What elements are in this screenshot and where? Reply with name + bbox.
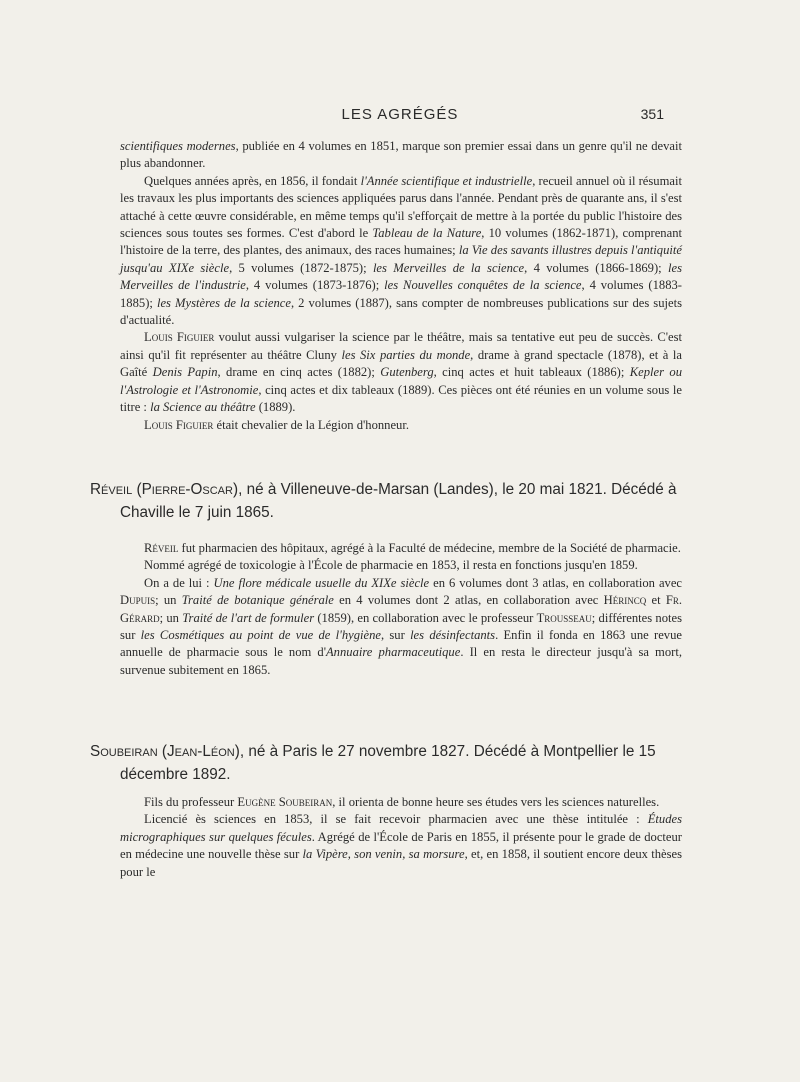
heading-text: ( (157, 743, 168, 760)
heading-text: ), né à Villeneuve-de-Marsan (Landes), le 20 mai 1821. Décédé à Chaville le 7 juin 1865. (120, 481, 677, 521)
work-title: les Mystères de la science (156, 295, 291, 310)
person-name: Réveil (144, 541, 179, 555)
heading-text: ( (132, 481, 142, 498)
soubeiran-section (120, 794, 682, 881)
work-title: l'Année scientifique et industrielle (360, 173, 533, 188)
work-title: les Nouvelles conquêtes de la science (384, 278, 582, 293)
paragraph-text: Licencié ès sciences en 1853, il se fait recevoir pharmacien avec une thèse intitulée : (144, 812, 648, 827)
paragraph-text: , 4 volumes (1873-1876); (245, 278, 385, 293)
work-title: Denis Papin (152, 365, 218, 380)
figuier-paragraph-3 (120, 329, 682, 416)
paragraph-text: , 10 volumes (1862-1871), comprenant l'histoire de la terre, des plantes, des animaux, des races humaines; (120, 226, 682, 258)
reveil-section (120, 540, 682, 679)
paragraph-text: ; un (159, 610, 183, 625)
work-title: Études micrographiques sur quelques fécules (120, 812, 682, 844)
paragraph-text: , 2 volumes (1887), sans compter de nombreuses publications sur des sujets d'actualité. (120, 295, 682, 328)
entry-surname: Soubeiran (90, 743, 158, 760)
paragraph-text: . Enfin il fonda en 1863 une revue annuelle de pharmacie sous le nom d' (120, 628, 682, 660)
paragraph-text: , il orienta de bonne heure ses études vers les sciences naturelles. (332, 795, 660, 809)
reveil-entry-heading (90, 478, 712, 524)
page-number: 351 (640, 106, 664, 122)
work-title: Gutenberg (380, 365, 434, 380)
paragraph-text: Fils du professeur (144, 795, 238, 809)
figuier-paragraph-2 (120, 173, 682, 330)
soubeiran-entry-heading (90, 740, 712, 786)
person-name: Hérincq (603, 593, 647, 608)
work-title: les Six parties du monde (341, 347, 471, 362)
person-name: Fr. Gérard (120, 593, 683, 625)
soubeiran-paragraph-2 (120, 811, 682, 881)
person-name: Louis Figuier (144, 330, 215, 345)
paragraph-text: , publiée en 4 volumes en 1851, marque son premier essai dans un genre qu'il ne devait plus abandonner. (120, 139, 683, 171)
paragraph-text: , drame en cinq actes (1882); (217, 365, 381, 380)
reveil-paragraph-1 (120, 540, 682, 557)
paragraph-text: en 6 volumes dont 3 atlas, en collaboration avec (429, 575, 683, 590)
person-name: Louis Figuier (144, 417, 214, 432)
work-title: Traité de l'art de formuler (182, 610, 315, 625)
heading-text: ), né à Paris le 27 novembre 1827. Décédé à Montpellier le 15 décembre 1892. (120, 743, 656, 783)
paragraph-text: , et, en 1858, il soutient encore deux thèses pour le (120, 847, 682, 879)
work-title: les Merveilles de l'industrie (120, 260, 682, 293)
paragraph-text: , 4 volumes (1866-1869); (524, 260, 668, 275)
paragraph-text: , 4 volumes (1883-1885); (120, 278, 682, 310)
work-title: scientifiques modernes (120, 139, 236, 153)
work-title: la Vie des savants illustres depuis l'antiquité jusqu'au XIXe siècle (120, 243, 682, 275)
entry-given-names: Pierre-Oscar (141, 481, 233, 498)
paragraph-text: , cinq actes et dix tableaux (1889). Ces pièces ont été réunies en un volume sous le titre : (120, 382, 683, 415)
paragraph-text: On a de lui : (144, 575, 214, 590)
work-title: la Vipère, son venin, sa morsure (302, 847, 465, 862)
soubeiran-paragraph-1 (120, 794, 682, 811)
entry-surname: Réveil (90, 481, 133, 498)
paragraph-text: . Agrégé de l'École de Paris en 1855, il présente pour le grade de docteur en médecine une nouvelle thèse sur (120, 829, 682, 862)
paragraph-text: , 5 volumes (1872-1875); (229, 260, 373, 275)
work-title: Traité de botanique générale (181, 593, 334, 608)
figuier-paragraph-4 (120, 417, 682, 434)
entry-given-names: Jean-Léon (167, 743, 235, 760)
work-title: la Science au théâtre (150, 400, 256, 415)
paragraph-text: , sur (380, 628, 411, 643)
paragraph-text: (1889). (255, 400, 296, 415)
paragraph-text: Quelques années après, en 1856, il fondait (144, 173, 361, 188)
paragraph-text: , drame à grand spectacle (1878), et à la Gaîté (120, 347, 682, 380)
paragraph-text: en 4 volumes dont 2 atlas, en collaboration avec (333, 593, 604, 608)
reveil-paragraph-3 (120, 575, 682, 679)
paragraph-text: fut pharmacien des hôpitaux, agrégé à la Faculté de médecine, membre de la Société de pharmacie. (178, 541, 681, 555)
paragraph-text: ; différentes notes sur (120, 610, 683, 643)
paragraph-text: Nommé agrégé de toxicologie à l'École de pharmacie en 1853, il resta en fonctions jusqu'en 1859. (144, 558, 638, 573)
work-title: les désinfectants (410, 628, 496, 643)
paragraph-text: . Il en resta le directeur jusqu'à sa mort, survenue subitement en 1865. (120, 645, 682, 677)
work-title: Une flore médicale usuelle du XIXe siècle (213, 575, 430, 590)
paragraph-text: voulut aussi vulgariser la science par le théâtre, mais sa tentative eut peu de succès. C'est ainsi qu'il fit représenter au théâtre Cluny (120, 330, 682, 362)
figuier-paragraph-1 (120, 138, 682, 173)
person-name: Dupuis (120, 593, 156, 608)
paragraph-text: , recueil annuel où il résumait les travaux les plus importants des sciences appliquées parus dans l'année. Pendant près de quarante ans, il s'est attaché à cette œuvre considérable, en même temps qu'il s'efforçait de mettre à la portée du public l'histoire des sciences sous toutes ses formes. C'est d'abord le (120, 173, 682, 241)
paragraph-text: (1859), en collaboration avec le professeur (314, 610, 537, 625)
running-title: LES AGRÉGÉS (341, 106, 459, 123)
person-name: Eugène Soubeiran (237, 795, 333, 809)
paragraph-text: ; un (155, 593, 182, 608)
work-title: les Merveilles de la science (372, 260, 525, 275)
work-title: les Cosmétiques au point de vue de l'hygiène (140, 628, 381, 643)
work-title: Kepler ou l'Astrologie et l'Astronomie (120, 365, 682, 397)
paragraph-text: , cinq actes et huit tableaux (1886); (433, 365, 630, 380)
figuier-section (120, 138, 682, 434)
reveil-paragraph-2 (120, 557, 682, 574)
work-title: Tableau de la Nature (372, 226, 482, 241)
work-title: Annuaire pharmaceutique (325, 645, 461, 660)
page-header (0, 106, 800, 130)
paragraph-text: et (646, 593, 666, 608)
paragraph-text: était chevalier de la Légion d'honneur. (213, 417, 409, 432)
person-name: Trousseau (536, 610, 592, 625)
